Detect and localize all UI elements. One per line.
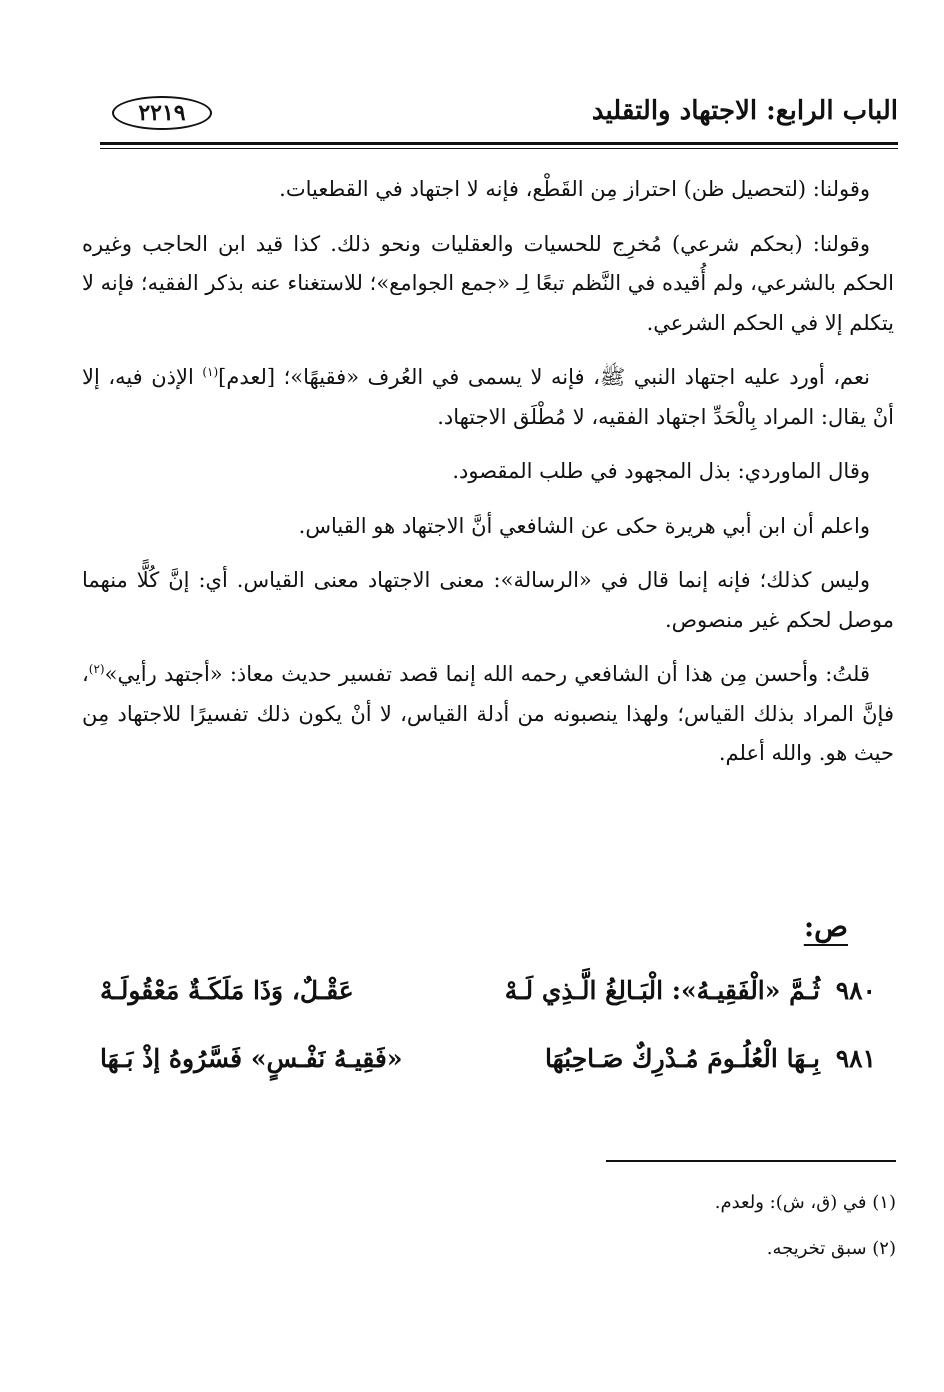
main-text xyxy=(82,170,894,789)
verse-first-hemistich: ثُـمَّ «الْفَقِيـهُ»: الْبَـالِغُ الَّـذِي لَـهْ xyxy=(504,976,820,1005)
paragraph: واعلم أن ابن أبي هريرة حكى عن الشافعي أنَّ الاجتهاد هو القياس. xyxy=(298,513,870,538)
footnote-separator xyxy=(606,1160,896,1162)
paragraph: وليس كذلك؛ فإنه إنما قال في «الرسالة»: معنى الاجتهاد معنى القياس. أي: إنَّ كُلًّا منهما موصل لحكم غير منصوص. xyxy=(82,568,894,632)
footnote-reference[interactable]: (٢) xyxy=(88,662,105,676)
verse-second-hemistich: «فَقِيـهُ نَفْـسٍ» فَسَّرُوهُ إذْ بَـهَا xyxy=(100,1044,403,1073)
verse-number: ٩٨٠ xyxy=(835,976,876,1005)
chapter-title: الباب الرابع: الاجتهاد والتقليد xyxy=(591,96,898,126)
header-rule-thick xyxy=(100,142,898,145)
verse-line xyxy=(100,976,876,1026)
footnote: (١) في (ق، ش): ولعدم. xyxy=(714,1192,896,1213)
paragraph-text: الإذن فيه، إلا أنْ يقال: المراد بِالْحَدِّ اجتهاد الفقيه، لا مُطْلَق الاجتهاد. xyxy=(82,365,894,429)
verse-first-hemistich: بِـهَا الْعُلُـومَ مُـدْرِكٌ صَـاحِبُهَا xyxy=(545,1044,820,1073)
verse-second-hemistich: عَقْـلٌ، وَذَا مَلَكَـةٌ مَعْقُولَـهْ xyxy=(100,976,354,1005)
paragraph xyxy=(82,655,894,774)
verse-number: ٩٨١ xyxy=(835,1044,876,1073)
verse-line xyxy=(100,1044,876,1094)
header-rule-thin xyxy=(100,148,898,149)
paragraph-text: قلتُ: وأحسن مِن هذا أن الشافعي رحمه الله إنما قصد تفسير حديث معاذ: «أجتهد رأيي» xyxy=(104,662,870,686)
page-number: ٢٢١٩ xyxy=(112,96,212,130)
paragraph: وقولنا: (بحكم شرعي) مُخرِج للحسيات والعقليات ونحو ذلك. كذا قيد ابن الحاجب وغيره الحكم بالشرعي، ولم أُقيده في النَّظم تبعًا لِـ «جمع الجوامع»؛ للاستغناء عنه بذكر الفقيه؛ فإنه لا يتكلم إلا في الحكم الشرعي. xyxy=(82,231,894,335)
footnote-reference[interactable]: (١) xyxy=(202,365,219,379)
footnote: (٢) سبق تخريجه. xyxy=(766,1238,896,1259)
paragraph-text: ، فإنَّ المراد بذلك القياس؛ ولهذا ينصبونه من أدلة القياس، لا أنْ يكون ذلك تفسيرًا للاجتهاد مِن حيث هو. والله أعلم. xyxy=(82,662,894,765)
paragraph xyxy=(82,358,894,437)
page-header xyxy=(100,92,898,140)
verse-section-marker: ص: xyxy=(803,910,848,943)
paragraph-text: نعم، أورد عليه اجتهاد النبي ﷺ، فإنه لا يسمى في العُرف «فقيهًا»؛ [لعدم] xyxy=(218,365,870,389)
paragraph: وقال الماوردي: بذل المجهود في طلب المقصود. xyxy=(452,459,870,483)
paragraph: وقولنا: (لتحصيل ظن) احتراز مِن القَطْع، فإنه لا اجتهاد في القطعيات. xyxy=(279,177,870,201)
